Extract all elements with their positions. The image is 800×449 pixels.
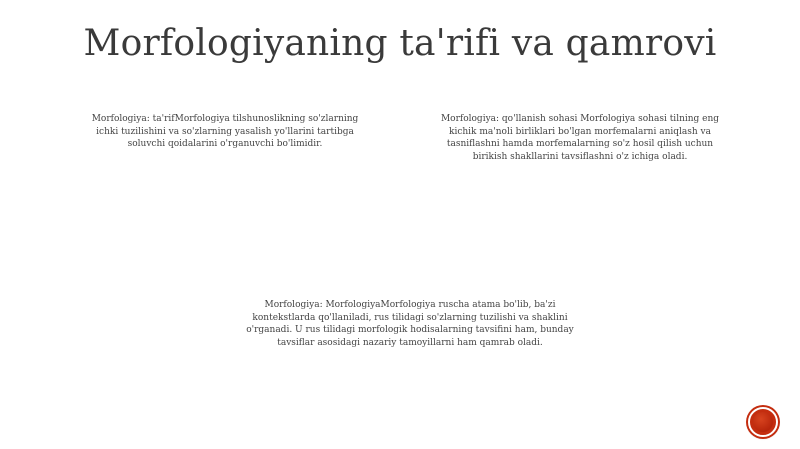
text-block-scope: Morfologiya: qo'llanish sohasi Morfologiya sohasi tilning eng kichik ma'noli birliklari bo'lgan morfemalarni aniqlash va tasniflashni hamda morfemalarning so'z hosil qilish uchun birikish shakllarini tavsiflashni o'z ichiga oladi. <box>440 114 720 162</box>
circle-nav-icon <box>753 412 773 432</box>
text-block-russian-term: Morfologiya: MorfologiyaMorfologiya ruscha atama bo'lib, ba'zi kontekstlarda qo'llaniladi, rus tilidagi so'zlarning tuzilishi va shaklini o'rganadi. U rus tilidagi morfologik hodisalarning tavsifini ham, bunday tavsiflar asosidagi nazariy tamoyillarni ham qamrab oladi. <box>246 300 574 348</box>
text-block-definition: Morfologiya: ta'rifMorfologiya tilshunoslikning so'zlarning ichki tuzilishini va so'zlarning yasalish yo'llarini tartibga soluvchi qoidalarini o'rganuvchi bo'limidir. <box>91 114 359 149</box>
slide-title: Morfologiyaning ta'rifi va qamrovi <box>83 23 717 64</box>
slide-nav-button[interactable] <box>748 407 778 437</box>
